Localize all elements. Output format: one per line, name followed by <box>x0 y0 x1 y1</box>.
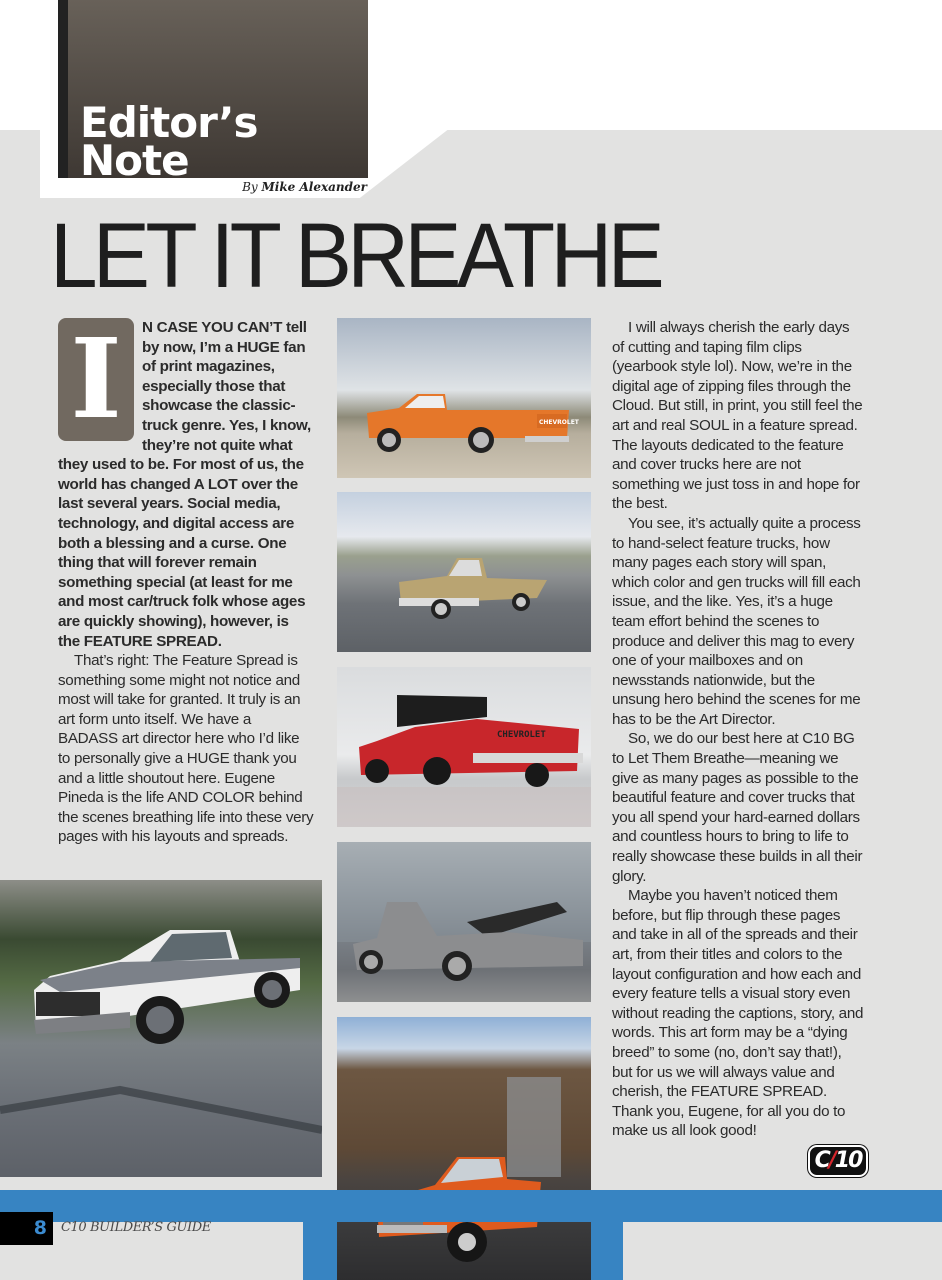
section-header-accent-bar <box>58 0 68 178</box>
truck-illustration <box>337 318 591 478</box>
photo-red-c10-studio <box>337 667 591 827</box>
logo-10: 10 <box>834 1148 862 1173</box>
page-number: 8 <box>0 1212 53 1245</box>
dropcap-letter: I <box>70 314 122 443</box>
truck-illustration <box>337 842 591 1002</box>
photo-orange-c10-rear <box>337 318 591 478</box>
footer-blue-tail-right <box>591 1190 623 1280</box>
dropcap <box>58 314 134 443</box>
author-name: Mike Alexander <box>261 180 367 194</box>
photo-orange-c10-rusty-building <box>337 1017 591 1280</box>
photo-silver-c10-building <box>337 842 591 1002</box>
truck-illustration <box>337 492 591 652</box>
section-title-line2: Note <box>80 136 189 178</box>
section-title-line1: Editor’s <box>80 104 258 147</box>
body-paragraph: You see, it’s actually quite a process to hand-select feature trucks, how many pages each story will span, which color and gen trucks will fill each issue, and the like. Yes, it’s a huge team effort behind the scenes to produce and deliver this mag to every one of your mailboxes and on newsstands nationwide, but the unsung hero behind the scenes for me has to be the Art Director. <box>612 514 861 728</box>
publication-name: C10 BUILDER’S GUIDE <box>61 1220 211 1235</box>
truck-illustration <box>337 1017 591 1280</box>
logo-slash: / <box>828 1148 835 1173</box>
logo-c: C <box>814 1148 829 1173</box>
footer-blue-band <box>0 1190 942 1222</box>
byline-prefix: By <box>242 180 258 194</box>
body-paragraph: So, we do our best here at C10 BG to Let Them Breathe—meaning we give as many pages as possible to the beautiful feature and cover trucks that you all spend your hard-earned dollars and countless hours to bring to life to really showcase these builds in all their glory. <box>612 730 863 885</box>
svg-text:CHEVROLET: CHEVROLET <box>497 730 546 740</box>
footer-blue-tail-left <box>303 1190 337 1280</box>
c10-logo <box>808 1145 868 1177</box>
truck-illustration <box>0 880 322 1177</box>
byline <box>242 180 367 194</box>
footer-panel-right <box>623 1222 942 1280</box>
svg-text:CHEVROLET: CHEVROLET <box>539 419 579 426</box>
section-title <box>80 104 360 178</box>
body-paragraph: That’s right: The Feature Spread is something some might not notice and most will take for granted. It truly is an art form unto itself. We have a BADASS art director here who I’d like to personally give a HUGE thank you and a little shoutout here. Eugene Pineda is the life AND COLOR behind the scenes breathing life into these very pages with his layouts and spreads. <box>58 652 314 846</box>
photo-grey-white-c10-road <box>0 880 322 1177</box>
photo-gold-c10-highway <box>337 492 591 652</box>
truck-illustration <box>337 667 591 827</box>
right-text-column <box>612 318 864 1141</box>
body-paragraph: Maybe you haven’t noticed them before, but flip through these pages and take in all of the spreads and their art, from their titles and colors to the layout configuration and how each and every feature tells a visual story even without reading the captions, story, and words. This art form may be a “dying breed” to some (no, don’t say that!), but for us we will always value and cherish, the FEATURE SPREAD. Thank you, Eugene, for all you do to make us all look good! <box>612 887 864 1140</box>
article-headline: LET IT BREATHE <box>50 205 661 307</box>
left-text-column <box>58 314 314 847</box>
lead-paragraph: N CASE YOU CAN’T tell by now, I’m a HUGE fan of print magazines, especially those that showcase the classic-truck genre. Yes, I know, they’re not quite what they used to be. For most of us, the world has changed A LOT over the last several years. Social media, technology, and digital access are both a blessing and a curse. One thing that will forever remain something special (at least for me and most car/truck folk whose ages are quickly showing), however, is the FEATURE SPREAD. <box>58 319 311 650</box>
body-paragraph: I will always cherish the early days of cutting and taping film clips (yearbook style lol). Now, we’re in the digital age of zipping files through the Cloud. But still, in print, you still feel the art and real SOUL in a feature spread. The layouts dedicated to the feature and cover trucks here are not something we just toss in and hope for the best. <box>612 319 863 513</box>
